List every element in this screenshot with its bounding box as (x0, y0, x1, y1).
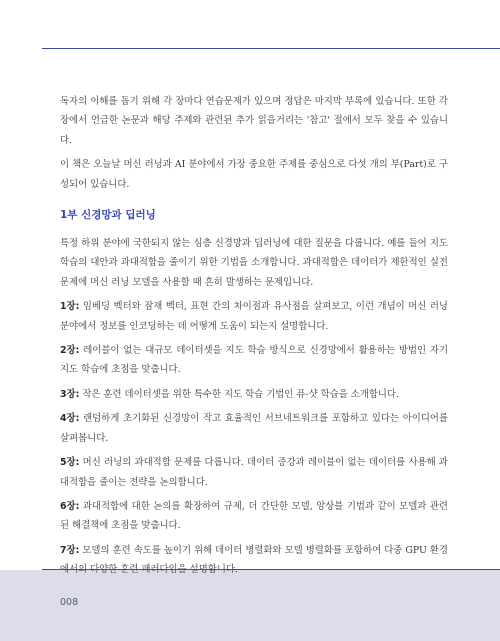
chapter-label: 2장: (60, 345, 80, 357)
chapter-text: 레이블이 없는 대규모 데이터셋을 지도 학습 방식으로 신경망에서 활용하는 방법인 자기 지도 학습에 초점을 맞춥니다. (60, 345, 448, 376)
chapter-summary (60, 453, 448, 492)
chapter-label: 1장: (60, 301, 80, 313)
chapter-label: 7장: (60, 544, 80, 556)
chapter-summary (60, 541, 448, 580)
page-number: 008 (60, 597, 79, 608)
chapter-label: 4장: (60, 413, 80, 425)
section-title: 1부 신경망과 딥러닝 (60, 209, 156, 222)
chapter-summary (60, 297, 448, 336)
chapter-label: 3장: (60, 388, 80, 400)
intro-paragraph: 독자의 이해를 돕기 위해 각 장마다 연습문제가 있으며 정답은 마지막 부록에 있습니다. 또한 각 장에서 언급한 논문과 해당 주제와 관련된 추가 읽을거리는 '참고' 절에서 모두 찾을 수 있습니다. (60, 96, 448, 146)
chapter-text: 모델의 훈련 속도를 높이기 위해 데이터 병렬화와 모델 병렬화를 포함하여 다중 GPU 환경 (82, 544, 448, 556)
chapter-text: 임베딩 벡터와 잠재 벡터, 표현 간의 차이점과 유사점을 살펴보고, 이런 개념이 머신 러닝 분야에서 정보를 인코딩하는 데 어떻게 도움이 되는지 설명합니다. (60, 301, 448, 332)
chapter-label: 6장: (60, 500, 80, 512)
chapter-text: 머신 러닝의 과대적합 문제를 다룹니다. 데이터 증강과 레이블이 없는 데이터를 사용해 과대적합을 줄이는 전략을 논의합니다. (60, 457, 448, 488)
section-description: 특정 하위 분야에 국한되지 않는 심층 신경망과 딥러닝에 대한 질문을 다룹니다. 예를 들어 지도 학습의 대안과 과대적합을 줄이기 위한 기법을 소개합니다. 과대적합은 데이터가 제한적인 실전 문제에 머신 러닝 모델을 사용할 때 흔히 발생하는 문제입니다. (60, 238, 448, 288)
chapter-summary (60, 341, 448, 380)
chapter-text: 과대적합에 대한 논의를 확장하여 규제, 더 간단한 모델, 앙상블 기법과 같이 모델과 관련된 해결책에 초점을 맞춥니다. (60, 500, 448, 532)
intro-paragraph: 이 책은 오늘날 머신 러닝과 AI 분야에서 가장 중요한 주제를 중심으로 다섯 개의 부(Part)로 구성되어 있습니다. (60, 159, 448, 190)
bottom-rule (42, 569, 500, 570)
chapter-summary (60, 385, 448, 404)
chapter-text: 랜덤하게 초기화된 신경망이 작고 효율적인 서브네트워크를 포함하고 있다는 아이디어를 살펴봅니다. (60, 413, 448, 444)
chapter-summary (60, 497, 448, 536)
chapter-summary (60, 409, 448, 448)
chapter-label: 5장: (60, 457, 80, 469)
top-rule (42, 48, 500, 49)
chapter-text: 작은 훈련 데이터셋을 위한 특수한 지도 학습 기법인 퓨-샷 학습을 소개합니다. (79, 388, 400, 400)
page-content (60, 92, 448, 585)
